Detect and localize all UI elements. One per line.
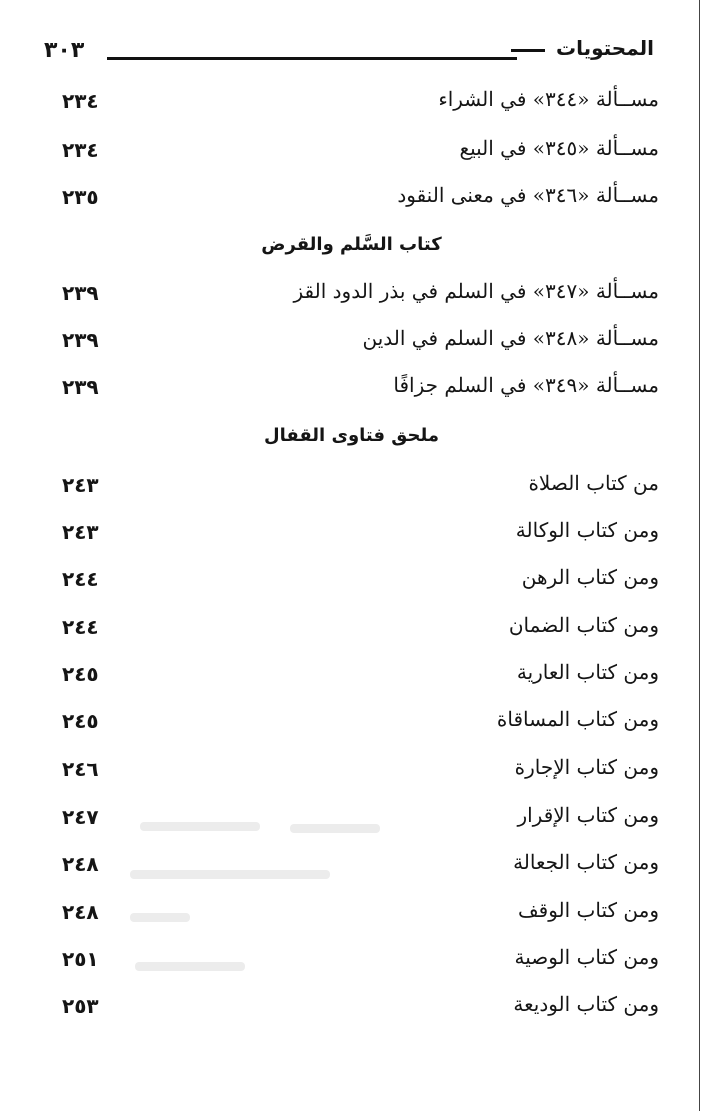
toc-entry-page: ٢٤٣: [62, 473, 99, 497]
show-through-mark: [130, 870, 330, 879]
toc-entry-title: ومن كتاب الوقف: [517, 898, 659, 922]
toc-entry-title: مســألة «٣٤٥» في البيع: [459, 136, 659, 160]
header-title: المحتويات: [555, 36, 654, 60]
toc-entry-page: ٢٤٦: [62, 757, 99, 781]
toc-entry-title: ومن كتاب الإجارة: [514, 755, 659, 779]
toc-entry: [62, 183, 659, 217]
show-through-mark: [135, 962, 245, 971]
page-edge-line: [699, 0, 700, 1111]
toc-entry-page: ٢٤٣: [62, 520, 99, 544]
toc-entry-page: ٢٤٨: [62, 900, 99, 924]
toc-entry-title: مســألة «٣٤٦» في معنى النقود: [397, 183, 659, 207]
toc-entry: [62, 992, 659, 1026]
toc-entry-title: من كتاب الصلاة: [528, 471, 659, 495]
header-page-number: ٣٠٣: [44, 38, 85, 63]
toc-entry: [62, 707, 659, 741]
toc-entry: [62, 565, 659, 599]
toc-entry-title: ومن كتاب الرهن: [521, 565, 659, 589]
toc-entry-page: ٢٤٧: [62, 805, 99, 829]
toc-entry-title: ومن كتاب العارية: [516, 660, 659, 684]
toc-entry-title: مســألة «٣٤٧» في السلم في بذر الدود القز: [293, 279, 659, 303]
toc-entry-page: ٢٣٩: [62, 281, 99, 305]
toc-entry: [62, 755, 659, 789]
toc-entry-page: ٢٤٥: [62, 662, 99, 686]
section-heading: ملحق فتاوى القفال: [263, 425, 440, 446]
toc-entry: [62, 87, 659, 121]
toc-entry: [62, 471, 659, 505]
toc-entry-page: ٢٣٩: [62, 328, 99, 352]
toc-entry-page: ٢٤٨: [62, 852, 99, 876]
toc-entry-page: ٢٥١: [62, 947, 99, 971]
toc-entry: [62, 326, 659, 360]
toc-entry-page: ٢٤٤: [62, 567, 99, 591]
header-rule: [107, 57, 517, 60]
toc-entry-title: ومن كتاب الضمان: [508, 613, 659, 637]
toc-entry-title: مســألة «٣٤٩» في السلم جزافًا: [393, 373, 659, 397]
toc-entry-page: ٢٥٣: [62, 994, 99, 1018]
toc-entry-title: ومن كتاب الوصية: [514, 945, 659, 969]
toc-entry-page: ٢٣٥: [62, 185, 99, 209]
toc-entry: [62, 518, 659, 552]
toc-entry-title: ومن كتاب الإقرار: [517, 803, 659, 827]
show-through-mark: [140, 822, 260, 831]
toc-entry-page: ٢٤٤: [62, 615, 99, 639]
toc-entry-page: ٢٣٤: [62, 138, 99, 162]
running-header: [44, 36, 654, 66]
toc-entry-title: مســألة «٣٤٨» في السلم في الدين: [362, 326, 659, 350]
toc-entry-page: ٢٣٩: [62, 375, 99, 399]
toc-entry: [62, 279, 659, 313]
toc-entry-title: ومن كتاب الوديعة: [513, 992, 659, 1016]
toc-entry: [62, 660, 659, 694]
header-title-dash: [511, 49, 545, 52]
header-title-wrap: [511, 36, 654, 60]
toc-entry-page: ٢٣٤: [62, 89, 99, 113]
show-through-mark: [290, 824, 380, 833]
section-heading: كتاب السَّلم والقرض: [261, 234, 442, 255]
toc-entry: [62, 136, 659, 170]
toc-entry-title: ومن كتاب الجعالة: [513, 850, 659, 874]
toc-entry-title: ومن كتاب المساقاة: [496, 707, 659, 731]
toc-entry-title: ومن كتاب الوكالة: [515, 518, 659, 542]
show-through-mark: [130, 913, 190, 922]
toc-entry-page: ٢٤٥: [62, 709, 99, 733]
toc-entry-title: مســألة «٣٤٤» في الشراء: [438, 87, 659, 111]
toc-entry: [62, 613, 659, 647]
toc-entry: [62, 373, 659, 407]
